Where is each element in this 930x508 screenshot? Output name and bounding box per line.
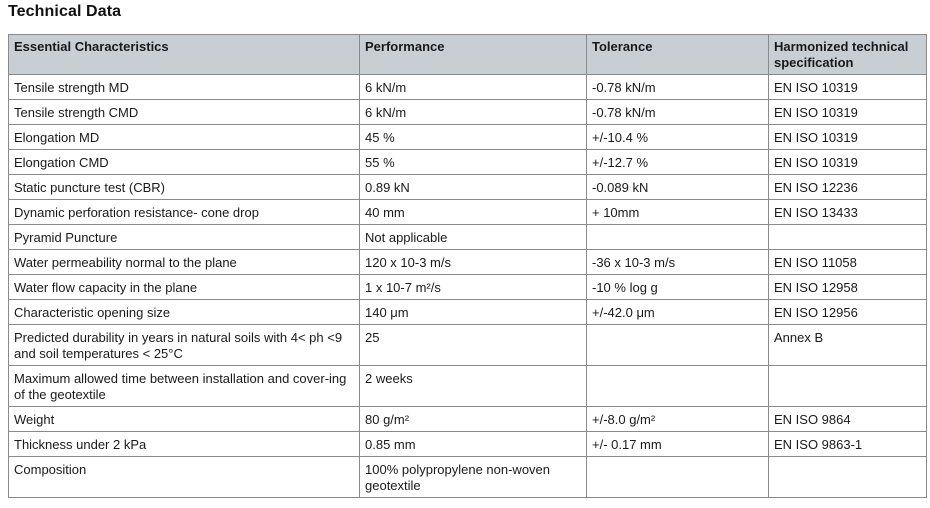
cell-specification: EN ISO 9864: [769, 407, 927, 432]
cell-tolerance: -36 x 10-3 m/s: [587, 250, 769, 275]
cell-characteristic: Pyramid Puncture: [9, 225, 360, 250]
cell-specification: EN ISO 13433: [769, 200, 927, 225]
cell-specification: EN ISO 9863-1: [769, 432, 927, 457]
cell-tolerance: +/-10.4 %: [587, 125, 769, 150]
cell-performance: 6 kN/m: [360, 75, 587, 100]
cell-tolerance: [587, 457, 769, 498]
cell-performance: 80 g/m²: [360, 407, 587, 432]
table-row: [9, 325, 927, 366]
cell-performance: 140 μm: [360, 300, 587, 325]
header-characteristic: Essential Characteristics: [9, 35, 360, 75]
cell-specification: EN ISO 10319: [769, 125, 927, 150]
table-row: [9, 275, 927, 300]
cell-characteristic: Tensile strength MD: [9, 75, 360, 100]
cell-tolerance: + 10mm: [587, 200, 769, 225]
cell-performance: Not applicable: [360, 225, 587, 250]
cell-performance: 0.85 mm: [360, 432, 587, 457]
cell-characteristic: Maximum allowed time between installation and cover-ing of the geotextile: [9, 366, 360, 407]
header-performance: Performance: [360, 35, 587, 75]
cell-performance: 0.89 kN: [360, 175, 587, 200]
cell-tolerance: +/-12.7 %: [587, 150, 769, 175]
cell-performance: 6 kN/m: [360, 100, 587, 125]
cell-specification: Annex B: [769, 325, 927, 366]
cell-performance: 25: [360, 325, 587, 366]
cell-characteristic: Water flow capacity in the plane: [9, 275, 360, 300]
cell-performance: 2 weeks: [360, 366, 587, 407]
cell-characteristic: Tensile strength CMD: [9, 100, 360, 125]
cell-characteristic: Elongation MD: [9, 125, 360, 150]
header-tolerance: Tolerance: [587, 35, 769, 75]
table-row: [9, 250, 927, 275]
cell-specification: [769, 225, 927, 250]
cell-specification: [769, 366, 927, 407]
cell-tolerance: -0.089 kN: [587, 175, 769, 200]
cell-tolerance: -10 % log g: [587, 275, 769, 300]
table-row: [9, 225, 927, 250]
cell-specification: EN ISO 10319: [769, 150, 927, 175]
cell-performance: 40 mm: [360, 200, 587, 225]
cell-characteristic: Water permeability normal to the plane: [9, 250, 360, 275]
table-row: [9, 75, 927, 100]
cell-tolerance: -0.78 kN/m: [587, 100, 769, 125]
cell-specification: [769, 457, 927, 498]
table-row: [9, 366, 927, 407]
cell-specification: EN ISO 10319: [769, 100, 927, 125]
table-row: [9, 100, 927, 125]
cell-tolerance: +/-42.0 μm: [587, 300, 769, 325]
cell-characteristic: Elongation CMD: [9, 150, 360, 175]
table-row: [9, 175, 927, 200]
cell-characteristic: Characteristic opening size: [9, 300, 360, 325]
cell-performance: 45 %: [360, 125, 587, 150]
cell-performance: 120 x 10-3 m/s: [360, 250, 587, 275]
cell-performance: 1 x 10-7 m²/s: [360, 275, 587, 300]
header-row: [9, 35, 927, 75]
page-title: Technical Data: [8, 3, 122, 20]
header-specification: Harmonized technical specification: [769, 35, 927, 75]
cell-characteristic: Composition: [9, 457, 360, 498]
cell-specification: EN ISO 11058: [769, 250, 927, 275]
cell-performance: 55 %: [360, 150, 587, 175]
cell-tolerance: -0.78 kN/m: [587, 75, 769, 100]
cell-specification: EN ISO 10319: [769, 75, 927, 100]
table-body: [9, 75, 927, 498]
table-row: [9, 200, 927, 225]
cell-specification: EN ISO 12956: [769, 300, 927, 325]
cell-tolerance: +/- 0.17 mm: [587, 432, 769, 457]
table-row: [9, 125, 927, 150]
cell-tolerance: [587, 366, 769, 407]
cell-tolerance: [587, 325, 769, 366]
table-header: [9, 35, 927, 75]
cell-characteristic: Predicted durability in years in natural soils with 4< ph <9 and soil temperatures < 25°C: [9, 325, 360, 366]
technical-data-table: [8, 34, 927, 498]
cell-specification: EN ISO 12236: [769, 175, 927, 200]
cell-tolerance: +/-8.0 g/m²: [587, 407, 769, 432]
cell-specification: EN ISO 12958: [769, 275, 927, 300]
table-row: [9, 150, 927, 175]
cell-characteristic: Dynamic perforation resistance- cone drop: [9, 200, 360, 225]
cell-tolerance: [587, 225, 769, 250]
cell-performance: 100% polypropylene non-woven geotextile: [360, 457, 587, 498]
table-row: [9, 457, 927, 498]
cell-characteristic: Weight: [9, 407, 360, 432]
cell-characteristic: Thickness under 2 kPa: [9, 432, 360, 457]
table-row: [9, 432, 927, 457]
table-row: [9, 300, 927, 325]
table-row: [9, 407, 927, 432]
cell-characteristic: Static puncture test (CBR): [9, 175, 360, 200]
